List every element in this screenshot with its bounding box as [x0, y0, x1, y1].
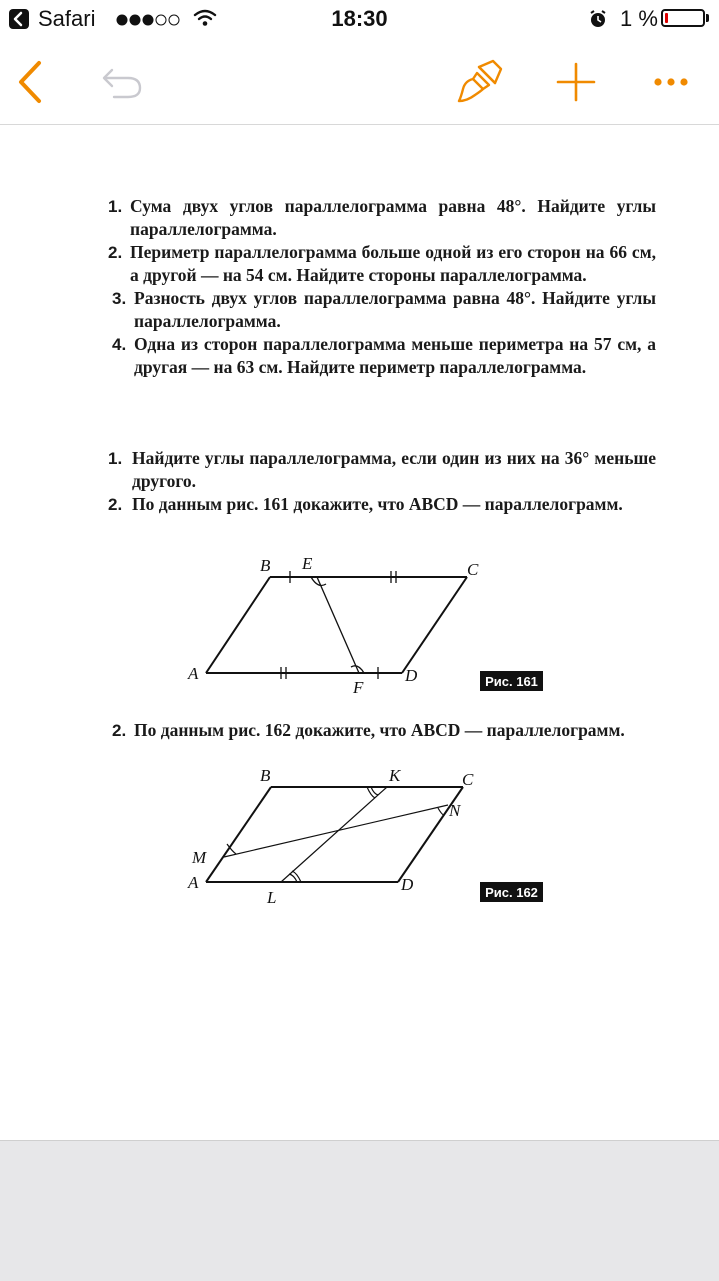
problem-text: По данным рис. 162 докажите, что ABCD — параллелограмм. — [134, 720, 625, 740]
problem-item — [108, 493, 656, 516]
vertex-label-n: N — [449, 801, 461, 820]
problem-item — [108, 241, 656, 287]
more-button[interactable] — [641, 52, 701, 112]
vertex-label-c: C — [467, 560, 479, 579]
problem-item — [112, 287, 656, 333]
problem-number: 3. — [112, 289, 127, 308]
plus-icon — [556, 62, 596, 102]
side-cd — [402, 577, 467, 673]
vertex-label-a: A — [188, 664, 199, 683]
alarm-icon — [588, 9, 608, 34]
problem-text: По данным рис. 161 докажите, что ABCD — параллелограмм. — [132, 494, 623, 514]
undo-icon — [100, 64, 144, 100]
problem-text: Одна из сторон параллелограмма меньше периметра на 57 см, а другая — на 63 см. Найдите периметр параллелограмма. — [134, 334, 656, 377]
problem-group-3 — [112, 719, 660, 742]
svg-text:Рис. 162: Рис. 162 — [485, 885, 538, 900]
figure-161-caption — [480, 671, 543, 691]
problem-number: 1. — [108, 449, 123, 468]
vertex-label-l: L — [267, 888, 277, 907]
figure-161 — [180, 553, 550, 703]
signal-icon — [116, 13, 182, 32]
problem-item — [112, 333, 656, 379]
vertex-label-m: M — [192, 848, 207, 867]
more-icon — [653, 77, 689, 87]
vertex-label-b: B — [260, 766, 271, 785]
problem-text: Найдите углы параллелограмма, если один из них на 36° меньше другого. — [132, 448, 656, 491]
battery-icon — [661, 9, 705, 27]
segment-kl — [281, 787, 387, 882]
paintbrush-icon — [457, 59, 503, 105]
side-ab — [206, 787, 271, 882]
undo-button[interactable] — [92, 52, 152, 112]
problem-group-1 — [108, 195, 656, 379]
problem-item — [112, 719, 660, 742]
problem-text: Разность двух углов параллелограмма равна 48°. Найдите углы параллелограмма. — [134, 288, 656, 331]
segment-ef — [317, 577, 359, 673]
format-button[interactable] — [450, 52, 510, 112]
document-page — [0, 125, 719, 1140]
problem-text: Периметр параллелограмма больше одной из его сторон на 66 см, а другой — на 54 см. Найдите стороны параллелограмма. — [130, 242, 656, 285]
side-ab — [206, 577, 270, 673]
status-bar — [0, 0, 719, 40]
back-to-app-icon[interactable] — [9, 9, 29, 29]
problem-number: 4. — [112, 335, 127, 354]
wifi-icon — [193, 9, 217, 32]
problem-item — [108, 447, 656, 493]
vertex-label-f: F — [353, 678, 364, 697]
back-button[interactable] — [0, 52, 60, 112]
carrier-label[interactable]: Safari — [38, 6, 96, 31]
problem-group-2 — [108, 447, 656, 516]
problem-number: 2. — [112, 721, 127, 740]
battery-percent: 1 % — [620, 6, 658, 31]
toolbar — [0, 40, 719, 125]
vertex-label-b: B — [260, 556, 271, 575]
vertex-label-e: E — [302, 554, 313, 573]
vertex-label-c: C — [462, 770, 474, 789]
problem-number: 1. — [108, 197, 123, 216]
chevron-left-icon — [15, 60, 45, 104]
problem-text: Сума двух углов параллелограмма равна 48°. Найдите углы параллелограмма. — [130, 196, 656, 239]
problem-item — [108, 195, 656, 241]
vertex-label-d: D — [405, 666, 418, 685]
problem-number: 2. — [108, 243, 123, 262]
segment-mn — [224, 805, 448, 857]
clock-time: 18:30 — [331, 6, 388, 31]
vertex-label-k: K — [389, 766, 401, 785]
add-button[interactable] — [546, 52, 606, 112]
bottom-area — [0, 1140, 719, 1281]
figure-162 — [180, 765, 550, 910]
svg-text:Рис. 161: Рис. 161 — [485, 674, 538, 689]
vertex-label-a: A — [188, 873, 199, 892]
vertex-label-d: D — [401, 875, 414, 894]
figure-162-caption — [480, 882, 543, 902]
problem-number: 2. — [108, 495, 123, 514]
